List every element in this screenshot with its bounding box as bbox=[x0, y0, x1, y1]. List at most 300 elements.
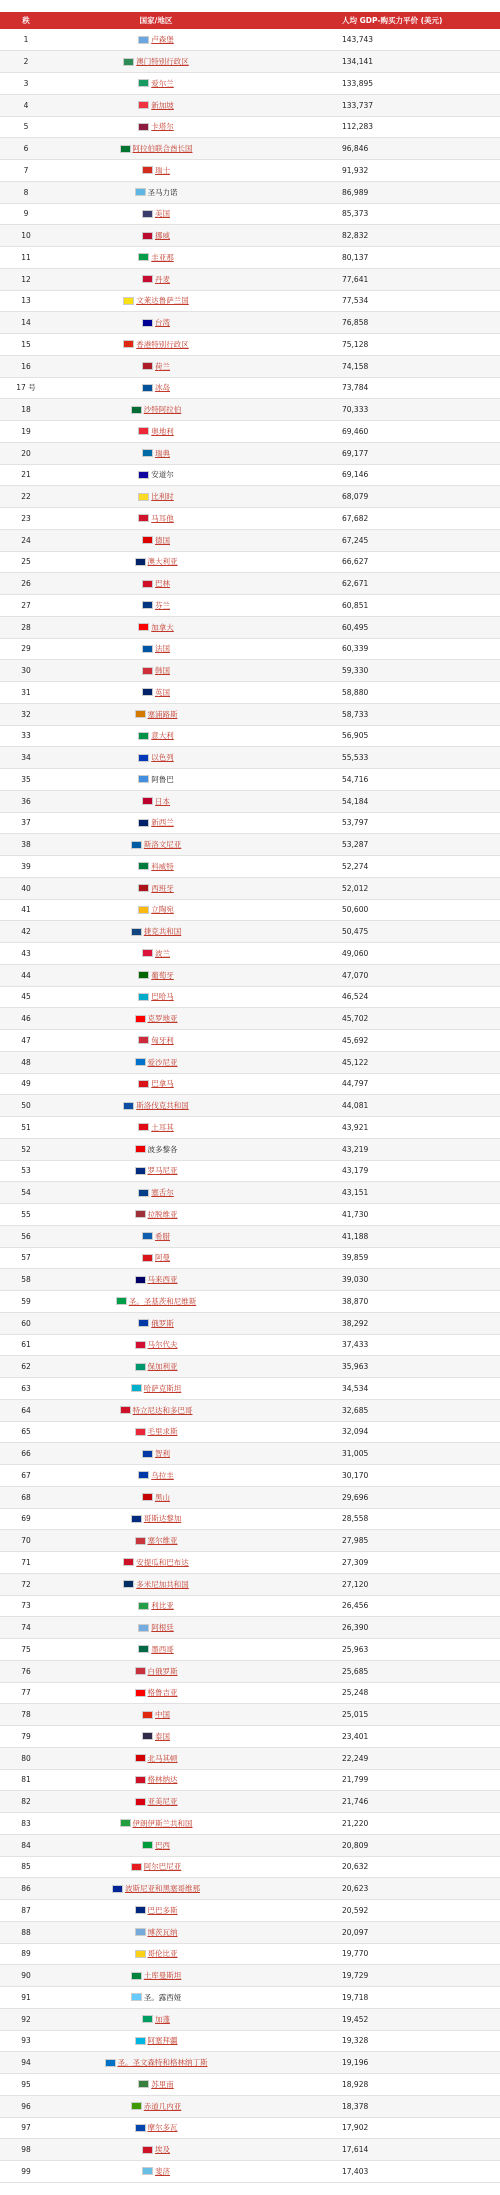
table-row bbox=[0, 377, 500, 399]
country-cell bbox=[52, 1856, 260, 1878]
rank-cell: 82 bbox=[0, 1791, 52, 1813]
flag-icon bbox=[142, 1450, 153, 1458]
country-link[interactable]: 利比亚 bbox=[151, 1601, 174, 1611]
country-cell bbox=[52, 638, 260, 660]
country-link[interactable]: 保加利亚 bbox=[147, 1362, 178, 1372]
country-link[interactable]: 智利 bbox=[155, 1449, 170, 1459]
country-cell bbox=[52, 442, 260, 464]
table-row bbox=[0, 1312, 500, 1334]
country-link[interactable]: 巴林 bbox=[155, 579, 170, 589]
rank-cell: 67 bbox=[0, 1465, 52, 1487]
country-link[interactable]: 阿曼 bbox=[155, 1253, 170, 1263]
country-link[interactable]: 土耳其 bbox=[151, 1122, 174, 1132]
country-link[interactable]: 加拿大 bbox=[151, 622, 174, 632]
country-link[interactable]: 伊朗伊斯兰共和国 bbox=[132, 1818, 193, 1828]
flag-icon bbox=[142, 1841, 153, 1849]
country-cell bbox=[52, 508, 260, 530]
table-row bbox=[0, 856, 500, 878]
country-cell bbox=[52, 1399, 260, 1421]
table-row bbox=[0, 2161, 500, 2183]
country-link[interactable]: 圣。圣文森特和格林纳丁斯 bbox=[117, 2058, 208, 2068]
rank-cell: 34 bbox=[0, 747, 52, 769]
table-row bbox=[0, 73, 500, 95]
gdp-value-cell: 66,627 bbox=[260, 551, 500, 573]
table-row bbox=[0, 2030, 500, 2052]
rank-cell: 14 bbox=[0, 312, 52, 334]
rank-cell: 70 bbox=[0, 1530, 52, 1552]
country-name: 波多黎各 bbox=[147, 1144, 178, 1154]
table-row bbox=[0, 2052, 500, 2074]
country-name: 圣。露西娅 bbox=[143, 1992, 182, 2002]
rank-cell: 4 bbox=[0, 94, 52, 116]
table-row bbox=[0, 921, 500, 943]
gdp-value-cell: 19,718 bbox=[260, 1987, 500, 2009]
country-cell bbox=[52, 1073, 260, 1095]
table-row bbox=[0, 1943, 500, 1965]
country-link[interactable]: 挪威 bbox=[155, 231, 170, 241]
gdp-value-cell: 91,932 bbox=[260, 160, 500, 182]
flag-icon bbox=[123, 340, 134, 348]
country-link[interactable]: 巴哈马 bbox=[151, 992, 174, 1002]
gdp-value-cell: 50,475 bbox=[260, 921, 500, 943]
country-link[interactable]: 中国 bbox=[155, 1710, 170, 1720]
rank-cell: 27 bbox=[0, 595, 52, 617]
country-link[interactable]: 阿塞拜疆 bbox=[147, 2036, 178, 2046]
table-row bbox=[0, 1987, 500, 2009]
gdp-value-cell: 85,373 bbox=[260, 203, 500, 225]
country-cell bbox=[52, 203, 260, 225]
country-link[interactable]: 文莱达鲁萨兰国 bbox=[136, 296, 189, 306]
gdp-value-cell: 39,030 bbox=[260, 1269, 500, 1291]
table-row bbox=[0, 986, 500, 1008]
table-header bbox=[0, 12, 500, 29]
rank-cell: 23 bbox=[0, 508, 52, 530]
gdp-value-cell: 133,895 bbox=[260, 73, 500, 95]
flag-icon bbox=[142, 1232, 153, 1240]
country-cell bbox=[52, 29, 260, 51]
country-cell bbox=[52, 51, 260, 73]
country-link[interactable]: 爱尔兰 bbox=[151, 78, 174, 88]
country-link[interactable]: 希腊 bbox=[155, 1231, 170, 1241]
flag-icon bbox=[142, 2015, 153, 2023]
country-link[interactable]: 阿拉伯联合酋长国 bbox=[132, 144, 193, 154]
rank-cell: 89 bbox=[0, 1943, 52, 1965]
flag-icon bbox=[135, 1210, 146, 1218]
table-row bbox=[0, 355, 500, 377]
table-row bbox=[0, 1747, 500, 1769]
country-link[interactable]: 香港特别行政区 bbox=[136, 339, 189, 349]
gdp-value-cell: 37,433 bbox=[260, 1334, 500, 1356]
rank-cell: 3 bbox=[0, 73, 52, 95]
country-link[interactable]: 塞舌尔 bbox=[151, 1188, 174, 1198]
country-link[interactable]: 乌拉圭 bbox=[151, 1470, 174, 1480]
gdp-value-cell: 112,283 bbox=[260, 116, 500, 138]
rank-cell: 83 bbox=[0, 1813, 52, 1835]
country-link[interactable]: 哥伦比亚 bbox=[147, 1949, 178, 1959]
rank-cell: 7 bbox=[0, 160, 52, 182]
table-row bbox=[0, 160, 500, 182]
table-row bbox=[0, 1443, 500, 1465]
rank-cell: 37 bbox=[0, 812, 52, 834]
rank-cell: 21 bbox=[0, 464, 52, 486]
country-link[interactable]: 波斯尼亚和黑塞哥维那 bbox=[125, 1884, 200, 1894]
rank-cell: 43 bbox=[0, 943, 52, 965]
table-row bbox=[0, 225, 500, 247]
gdp-value-cell: 76,858 bbox=[260, 312, 500, 334]
rank-cell: 64 bbox=[0, 1399, 52, 1421]
flag-icon bbox=[131, 841, 142, 849]
gdp-value-cell: 30,170 bbox=[260, 1465, 500, 1487]
country-cell bbox=[52, 1639, 260, 1661]
gdp-value-cell: 18,378 bbox=[260, 2095, 500, 2117]
flag-icon bbox=[142, 2146, 153, 2154]
gdp-value-cell: 17,403 bbox=[260, 2161, 500, 2183]
rank-cell: 47 bbox=[0, 1030, 52, 1052]
country-link[interactable]: 亚美尼亚 bbox=[147, 1797, 178, 1807]
gdp-value-cell: 19,328 bbox=[260, 2030, 500, 2052]
country-cell bbox=[52, 595, 260, 617]
country-link[interactable]: 加蓬 bbox=[155, 2014, 170, 2024]
rank-cell: 93 bbox=[0, 2030, 52, 2052]
table-row bbox=[0, 2117, 500, 2139]
gdp-value-cell: 69,146 bbox=[260, 464, 500, 486]
country-link[interactable]: 罗马尼亚 bbox=[147, 1166, 178, 1176]
country-cell bbox=[52, 138, 260, 160]
country-cell bbox=[52, 921, 260, 943]
rank-cell: 30 bbox=[0, 660, 52, 682]
country-cell bbox=[52, 1117, 260, 1139]
table-row bbox=[0, 638, 500, 660]
table-row bbox=[0, 1595, 500, 1617]
country-link[interactable]: 斐济 bbox=[155, 2166, 170, 2176]
country-link[interactable]: 格鲁吉亚 bbox=[147, 1688, 178, 1698]
country-cell bbox=[52, 660, 260, 682]
country-link[interactable]: 巴巴多斯 bbox=[147, 1905, 178, 1915]
rank-cell: 22 bbox=[0, 486, 52, 508]
country-link[interactable]: 韩国 bbox=[155, 666, 170, 676]
country-link[interactable]: 新西兰 bbox=[151, 818, 174, 828]
country-link[interactable]: 捷克共和国 bbox=[143, 927, 182, 937]
rank-cell: 38 bbox=[0, 834, 52, 856]
country-cell bbox=[52, 899, 260, 921]
rank-cell: 61 bbox=[0, 1334, 52, 1356]
table-row bbox=[0, 1160, 500, 1182]
gdp-value-cell: 67,245 bbox=[260, 529, 500, 551]
country-link[interactable]: 马尔代夫 bbox=[147, 1340, 178, 1350]
flag-icon bbox=[138, 775, 149, 783]
country-link[interactable]: 哥斯达黎加 bbox=[143, 1514, 182, 1524]
header-country[interactable]: 国家/地区 bbox=[139, 16, 173, 25]
flag-icon bbox=[142, 210, 153, 218]
flag-icon bbox=[142, 319, 153, 327]
table-row bbox=[0, 2008, 500, 2030]
gdp-value-cell: 18,928 bbox=[260, 2074, 500, 2096]
table-row bbox=[0, 747, 500, 769]
country-cell bbox=[52, 812, 260, 834]
country-cell bbox=[52, 964, 260, 986]
table-row bbox=[0, 877, 500, 899]
country-cell bbox=[52, 1965, 260, 1987]
country-link[interactable]: 比利时 bbox=[151, 492, 174, 502]
country-cell bbox=[52, 769, 260, 791]
country-link[interactable]: 巴拿马 bbox=[151, 1079, 174, 1089]
rank-cell: 36 bbox=[0, 790, 52, 812]
country-link[interactable]: 摩尔多瓦 bbox=[147, 2123, 178, 2133]
gdp-value-cell: 34,534 bbox=[260, 1378, 500, 1400]
gdp-value-cell: 41,730 bbox=[260, 1204, 500, 1226]
country-link[interactable]: 荷兰 bbox=[155, 361, 170, 371]
country-link[interactable]: 泰国 bbox=[155, 1731, 170, 1741]
flag-icon bbox=[135, 1754, 146, 1762]
rank-cell: 71 bbox=[0, 1552, 52, 1574]
country-link[interactable]: 丹麦 bbox=[155, 274, 170, 284]
table-row bbox=[0, 834, 500, 856]
country-link[interactable]: 沙特阿拉伯 bbox=[143, 405, 182, 415]
gdp-value-cell: 39,859 bbox=[260, 1247, 500, 1269]
country-link[interactable]: 芬兰 bbox=[155, 600, 170, 610]
country-link[interactable]: 塞浦路斯 bbox=[147, 709, 178, 719]
country-link[interactable]: 日本 bbox=[155, 796, 170, 806]
rank-cell: 15 bbox=[0, 334, 52, 356]
table-row bbox=[0, 1421, 500, 1443]
flag-icon bbox=[135, 1363, 146, 1371]
flag-icon bbox=[131, 1993, 142, 2001]
gdp-value-cell: 60,851 bbox=[260, 595, 500, 617]
country-link[interactable]: 马来西亚 bbox=[147, 1275, 178, 1285]
gdp-value-cell: 25,248 bbox=[260, 1682, 500, 1704]
flag-icon bbox=[138, 2080, 149, 2088]
gdp-value-cell: 44,797 bbox=[260, 1073, 500, 1095]
country-cell bbox=[52, 725, 260, 747]
table-row bbox=[0, 1660, 500, 1682]
flag-icon bbox=[138, 819, 149, 827]
country-link[interactable]: 塞尔维亚 bbox=[147, 1536, 178, 1546]
header-rank[interactable]: 秩 bbox=[22, 16, 30, 25]
country-link[interactable]: 圣。圣基茨和尼维斯 bbox=[128, 1296, 197, 1306]
country-link[interactable]: 斯洛文尼亚 bbox=[143, 840, 182, 850]
country-cell bbox=[52, 1160, 260, 1182]
country-link[interactable]: 意大利 bbox=[151, 731, 174, 741]
flag-icon bbox=[138, 1602, 149, 1610]
country-cell bbox=[52, 834, 260, 856]
header-value[interactable]: 人均 GDP-购买力平价 (美元) bbox=[342, 16, 443, 25]
country-cell bbox=[52, 464, 260, 486]
gdp-value-cell: 43,179 bbox=[260, 1160, 500, 1182]
table-row bbox=[0, 290, 500, 312]
country-link[interactable]: 澳大利亚 bbox=[147, 557, 178, 567]
country-link[interactable]: 马耳他 bbox=[151, 513, 174, 523]
rank-cell: 88 bbox=[0, 1921, 52, 1943]
country-link[interactable]: 台湾 bbox=[155, 318, 170, 328]
country-link[interactable]: 新加坡 bbox=[151, 100, 174, 110]
country-link[interactable]: 英国 bbox=[155, 687, 170, 697]
gdp-value-cell: 45,692 bbox=[260, 1030, 500, 1052]
country-cell bbox=[52, 573, 260, 595]
rank-cell: 54 bbox=[0, 1182, 52, 1204]
rank-cell: 81 bbox=[0, 1769, 52, 1791]
country-link[interactable]: 俄罗斯 bbox=[151, 1318, 174, 1328]
gdp-value-cell: 19,452 bbox=[260, 2008, 500, 2030]
country-cell bbox=[52, 1747, 260, 1769]
table-row bbox=[0, 595, 500, 617]
table-row bbox=[0, 442, 500, 464]
flag-icon bbox=[135, 1928, 146, 1936]
country-cell bbox=[52, 160, 260, 182]
gdp-value-cell: 62,671 bbox=[260, 573, 500, 595]
country-link[interactable]: 西班牙 bbox=[151, 883, 174, 893]
country-link[interactable]: 以色列 bbox=[151, 753, 174, 763]
country-link[interactable]: 土库曼斯坦 bbox=[143, 1971, 182, 1981]
country-link[interactable]: 法国 bbox=[155, 644, 170, 654]
country-link[interactable]: 特立尼达和多巴哥 bbox=[132, 1405, 193, 1415]
country-link[interactable]: 德国 bbox=[155, 535, 170, 545]
flag-icon bbox=[138, 1080, 149, 1088]
country-link[interactable]: 哈萨克斯坦 bbox=[143, 1383, 182, 1393]
flag-icon bbox=[131, 1515, 142, 1523]
country-cell bbox=[52, 703, 260, 725]
country-link[interactable]: 埃及 bbox=[155, 2145, 170, 2155]
country-link[interactable]: 白俄罗斯 bbox=[147, 1666, 178, 1676]
flag-icon bbox=[138, 993, 149, 1001]
gdp-value-cell: 29,696 bbox=[260, 1486, 500, 1508]
rank-cell: 52 bbox=[0, 1138, 52, 1160]
country-link[interactable]: 斯洛伐克共和国 bbox=[136, 1101, 189, 1111]
country-link[interactable]: 博茨瓦纳 bbox=[147, 1927, 178, 1937]
country-cell bbox=[52, 312, 260, 334]
country-link[interactable]: 阿尔巴尼亚 bbox=[143, 1862, 182, 1872]
rank-cell: 6 bbox=[0, 138, 52, 160]
country-link[interactable]: 瑞典 bbox=[155, 448, 170, 458]
rank-cell: 95 bbox=[0, 2074, 52, 2096]
gdp-value-cell: 69,460 bbox=[260, 421, 500, 443]
gdp-value-cell: 54,184 bbox=[260, 790, 500, 812]
table-row bbox=[0, 1291, 500, 1313]
gdp-value-cell: 82,832 bbox=[260, 225, 500, 247]
table-row bbox=[0, 29, 500, 51]
rank-cell: 16 bbox=[0, 355, 52, 377]
flag-icon bbox=[138, 1645, 149, 1653]
table-row bbox=[0, 1530, 500, 1552]
country-cell bbox=[52, 1682, 260, 1704]
gdp-value-cell: 44,081 bbox=[260, 1095, 500, 1117]
gdp-value-cell: 27,309 bbox=[260, 1552, 500, 1574]
country-link[interactable]: 毛里求斯 bbox=[147, 1427, 178, 1437]
country-link[interactable]: 苏里南 bbox=[151, 2079, 174, 2089]
flag-icon bbox=[135, 1950, 146, 1958]
rank-cell: 86 bbox=[0, 1878, 52, 1900]
table-row bbox=[0, 334, 500, 356]
gdp-value-cell: 59,330 bbox=[260, 660, 500, 682]
table-row bbox=[0, 1856, 500, 1878]
gdp-value-cell: 49,060 bbox=[260, 943, 500, 965]
country-link[interactable]: 奥地利 bbox=[151, 426, 174, 436]
flag-icon bbox=[138, 906, 149, 914]
country-cell bbox=[52, 1356, 260, 1378]
country-link[interactable]: 阿根廷 bbox=[151, 1623, 174, 1633]
country-link[interactable]: 黑山 bbox=[155, 1492, 170, 1502]
country-link[interactable]: 澳门特别行政区 bbox=[136, 57, 189, 67]
table-row bbox=[0, 1639, 500, 1661]
table-row bbox=[0, 616, 500, 638]
country-link[interactable]: 安提瓜和巴布达 bbox=[136, 1557, 189, 1567]
table-row bbox=[0, 1769, 500, 1791]
country-link[interactable]: 立陶宛 bbox=[151, 905, 174, 915]
flag-icon bbox=[135, 1167, 146, 1175]
table-row bbox=[0, 1073, 500, 1095]
rank-cell: 17 号 bbox=[0, 377, 52, 399]
gdp-value-cell: 52,012 bbox=[260, 877, 500, 899]
country-link[interactable]: 冰岛 bbox=[155, 383, 170, 393]
gdp-value-cell: 47,070 bbox=[260, 964, 500, 986]
header-row bbox=[0, 12, 500, 29]
country-name: 安道尔 bbox=[151, 470, 174, 480]
country-cell bbox=[52, 73, 260, 95]
country-link[interactable]: 卢森堡 bbox=[151, 35, 174, 45]
country-link[interactable]: 多米尼加共和国 bbox=[136, 1579, 189, 1589]
flag-icon bbox=[135, 1276, 146, 1284]
flag-icon bbox=[138, 1319, 149, 1327]
gdp-value-cell: 23,401 bbox=[260, 1726, 500, 1748]
country-link[interactable]: 格林纳达 bbox=[147, 1775, 178, 1785]
country-link[interactable]: 圭亚那 bbox=[151, 252, 174, 262]
country-link[interactable]: 爱沙尼亚 bbox=[147, 1057, 178, 1067]
flag-icon bbox=[135, 188, 146, 196]
country-link[interactable]: 葡萄牙 bbox=[151, 970, 174, 980]
country-link[interactable]: 北马其顿 bbox=[147, 1753, 178, 1763]
country-link[interactable]: 墨西哥 bbox=[151, 1644, 174, 1654]
table-row bbox=[0, 682, 500, 704]
rank-cell: 20 bbox=[0, 442, 52, 464]
country-link[interactable]: 巴西 bbox=[155, 1840, 170, 1850]
country-link[interactable]: 卡塔尔 bbox=[151, 122, 174, 132]
gdp-value-cell: 69,177 bbox=[260, 442, 500, 464]
rank-cell: 42 bbox=[0, 921, 52, 943]
flag-icon bbox=[135, 1341, 146, 1349]
country-link[interactable]: 克罗地亚 bbox=[147, 1014, 178, 1024]
country-cell bbox=[52, 486, 260, 508]
rank-cell: 78 bbox=[0, 1704, 52, 1726]
flag-icon bbox=[116, 1297, 127, 1305]
table-row bbox=[0, 2095, 500, 2117]
flag-icon bbox=[131, 406, 142, 414]
country-link[interactable]: 美国 bbox=[155, 209, 170, 219]
table-row bbox=[0, 1791, 500, 1813]
flag-icon bbox=[120, 145, 131, 153]
flag-icon bbox=[135, 2037, 146, 2045]
country-cell bbox=[52, 1552, 260, 1574]
table-row bbox=[0, 1965, 500, 1987]
country-link[interactable]: 波兰 bbox=[155, 948, 170, 958]
country-cell bbox=[52, 355, 260, 377]
country-name: 圣马力诺 bbox=[147, 187, 178, 197]
table-row bbox=[0, 1834, 500, 1856]
table-row bbox=[0, 116, 500, 138]
country-link[interactable]: 科威特 bbox=[151, 861, 174, 871]
flag-icon bbox=[142, 232, 153, 240]
country-link[interactable]: 匈牙利 bbox=[151, 1035, 174, 1045]
gdp-value-cell: 19,729 bbox=[260, 1965, 500, 1987]
country-link[interactable]: 瑞士 bbox=[155, 165, 170, 175]
rank-cell: 59 bbox=[0, 1291, 52, 1313]
gdp-value-cell: 17,902 bbox=[260, 2117, 500, 2139]
flag-icon bbox=[138, 971, 149, 979]
country-link[interactable]: 拉脱维亚 bbox=[147, 1209, 178, 1219]
country-cell bbox=[52, 1878, 260, 1900]
flag-icon bbox=[105, 2059, 116, 2067]
country-link[interactable]: 赤道几内亚 bbox=[143, 2101, 182, 2111]
gdp-value-cell: 21,799 bbox=[260, 1769, 500, 1791]
country-cell bbox=[52, 2052, 260, 2074]
